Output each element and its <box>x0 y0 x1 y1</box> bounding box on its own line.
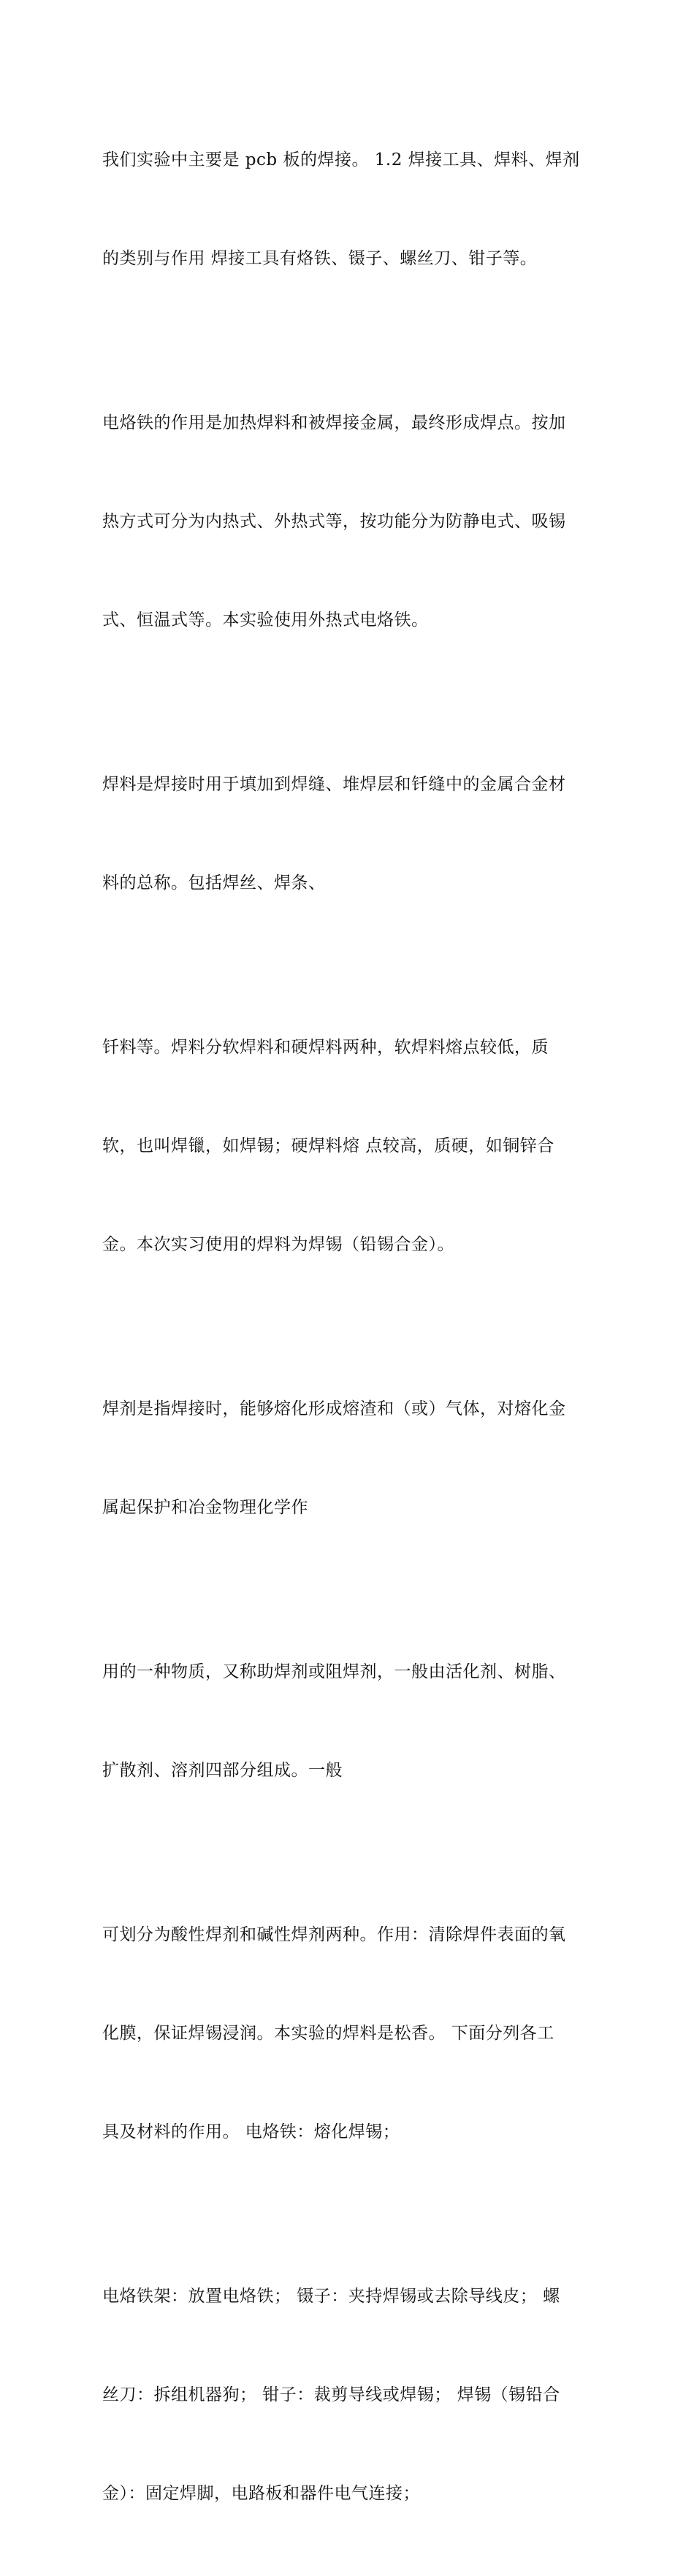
text-line: 焊剂是指焊接时，能够熔化形成熔渣和（或）气体，对熔化金 <box>102 1399 566 1418</box>
paragraph-intro <box>102 78 599 341</box>
text-line: 金）：固定焊脚，电路板和器件电气连接； <box>102 2484 420 2503</box>
text-line: 式、恒温式等。本实验使用外热式电烙铁。 <box>102 611 429 630</box>
text-line: 料的总称。包括焊丝、焊条、 <box>102 874 326 893</box>
text-line: 我们实验中主要是 pcb 板的焊接。 1.2 焊接工具、焊料、焊剂 <box>102 150 580 169</box>
paragraph-soldering-iron <box>102 341 599 703</box>
text-line: 电烙铁的作用是加热焊料和被焊接金属，最终形成焊点。按加 <box>102 413 566 432</box>
paragraph-solder-definition <box>102 703 599 966</box>
text-line: 属起保护和冶金物理化学作 <box>102 1498 308 1517</box>
text-line: 扩散剂、溶剂四部分组成。一般 <box>102 1761 343 1780</box>
paragraph-flux-types <box>102 1853 599 2214</box>
text-line: 电烙铁架：放置电烙铁； 镊子：夹持焊锡或去除导线皮； 螺 <box>102 2287 560 2306</box>
paragraph-solder-types <box>102 966 599 1327</box>
text-line: 可划分为酸性焊剂和碱性焊剂两种。作用：清除焊件表面的氧 <box>102 1925 566 1944</box>
text-line: 用的一种物质，又称助焊剂或阻焊剂，一般由活化剂、树脂、 <box>102 1662 566 1681</box>
text-line: 的类别与作用 焊接工具有烙铁、镊子、螺丝刀、钳子等。 <box>102 249 538 268</box>
text-line: 钎料等。焊料分软焊料和硬焊料两种，软焊料熔点较低，质 <box>102 1038 549 1057</box>
paragraph-tool-list <box>102 2214 599 2576</box>
paragraph-flux-definition <box>102 1327 599 1590</box>
text-line: 金。本次实习使用的焊料为焊锡（铅锡合金）。 <box>102 1235 454 1254</box>
paragraph-flux-composition <box>102 1590 599 1853</box>
text-line: 软，也叫焊镴，如焊锡；硬焊料熔 点较高，质硬，如铜锌合 <box>102 1136 554 1155</box>
text-line: 热方式可分为内热式、外热式等，按功能分为防静电式、吸锡 <box>102 512 566 531</box>
text-line: 具及材料的作用。 电烙铁：熔化焊锡； <box>102 2122 400 2141</box>
text-line: 化膜，保证焊锡浸润。本实验的焊料是松香。 下面分列各工 <box>102 2024 554 2043</box>
document-body <box>102 78 599 2576</box>
text-line: 丝刀：拆组机器狗； 钳子：裁剪导线或焊锡； 焊锡（锡铅合 <box>102 2385 560 2404</box>
text-line: 焊料是焊接时用于填加到焊缝、堆焊层和钎缝中的金属合金材 <box>102 775 566 794</box>
